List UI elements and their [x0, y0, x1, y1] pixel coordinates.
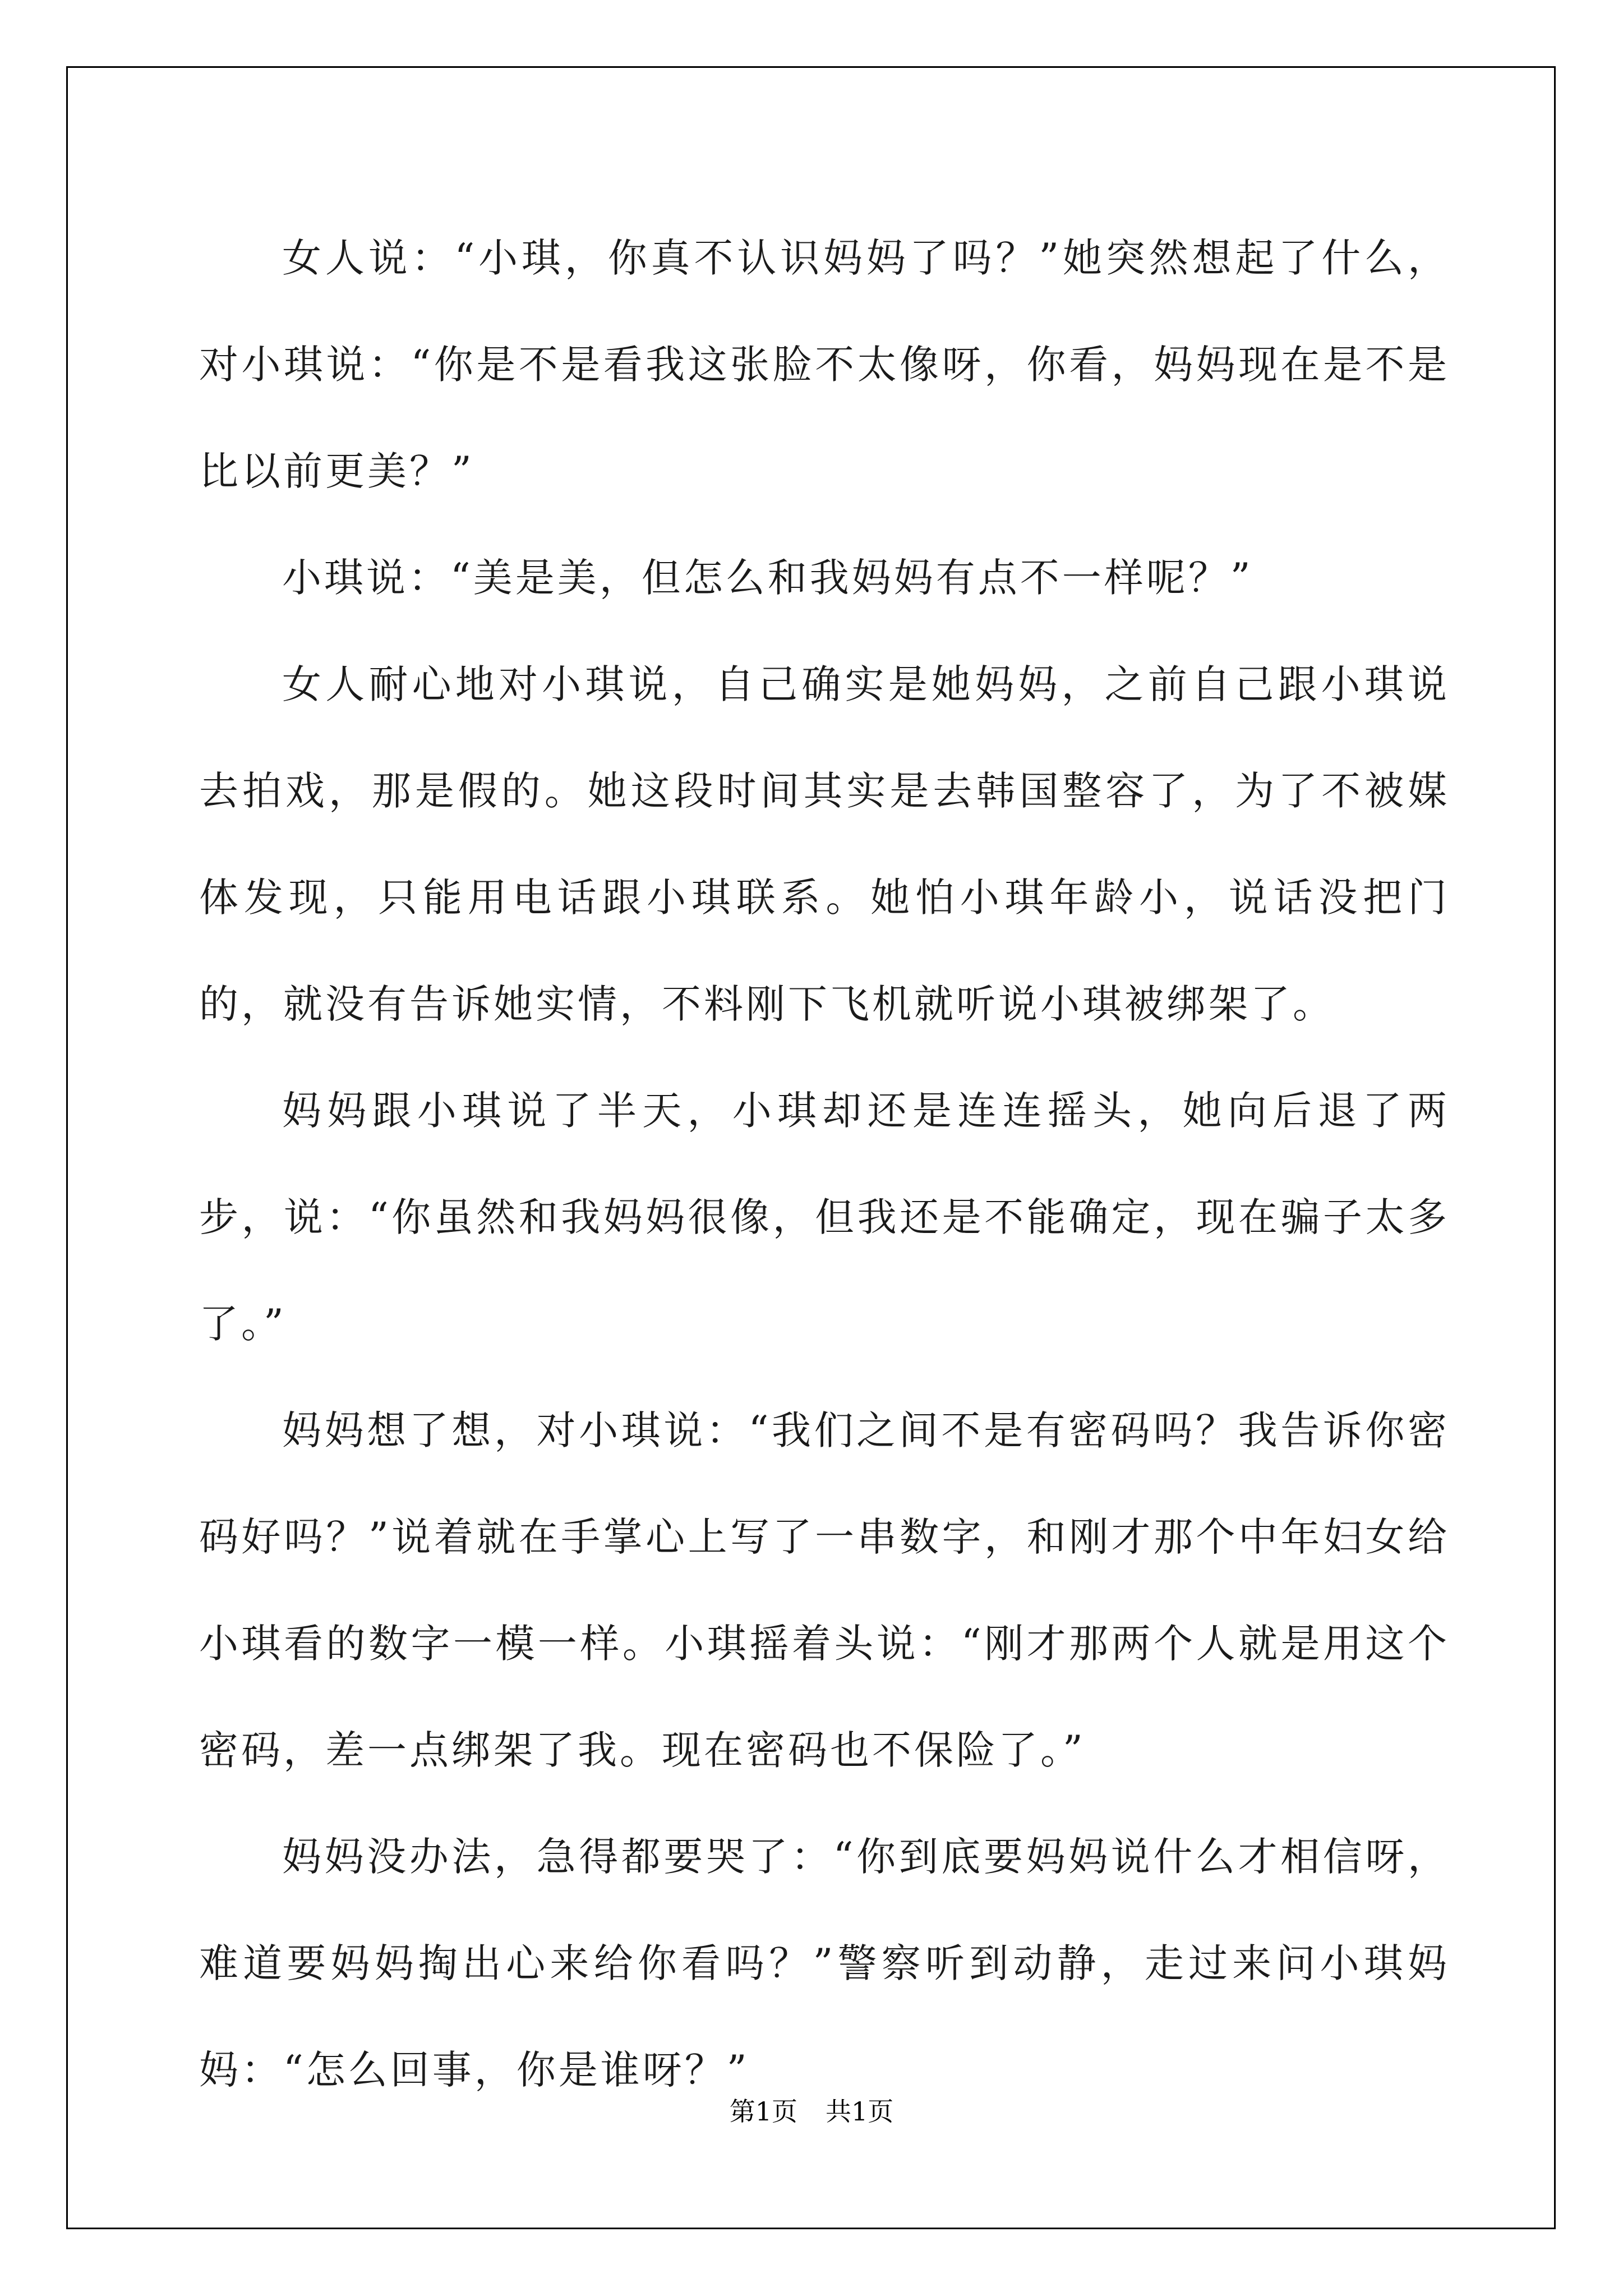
paragraph: 妈妈想了想，对小琪说：“我们之间不是有密码吗？我告诉你密码好吗？”说着就在手掌心上写了一串数字，和刚才那个中年妇女给小琪看的数字一模一样。小琪摇着头说：“刚才那两个人就是用这个密码，差一点绑架了我。现在密码也不保险了。”: [199, 1407, 1450, 1773]
page-footer: [0, 2091, 1623, 2128]
paragraph: 女人说：“小琪，你真不认识妈妈了吗？”她突然想起了什么，对小琪说：“你是不是看我这张脸不太像呀，你看，妈妈现在是不是比以前更美？”: [199, 235, 1450, 494]
page-total: 共1页: [826, 2096, 894, 2127]
paragraph: 女人耐心地对小琪说，自己确实是她妈妈，之前自己跟小琪说去拍戏，那是假的。她这段时间其实是去韩国整容了，为了不被媒体发现，只能用电话跟小琪联系。她怕小琪年龄小，说话没把门的，就没有告诉她实情，不料刚下飞机就听说小琪被绑架了。: [199, 661, 1450, 1027]
page-number: 第1页: [729, 2096, 797, 2127]
document-body: [199, 205, 1450, 2123]
paragraph: 妈妈没办法，急得都要哭了：“你到底要妈妈说什么才相信呀，难道要妈妈掏出心来给你看吗？”警察听到动静，走过来问小琪妈妈：“怎么回事，你是谁呀？”: [199, 1834, 1450, 2093]
paragraph: 妈妈跟小琪说了半天，小琪却还是连连摇头，她向后退了两步，说：“你虽然和我妈妈很像，但我还是不能确定，现在骗子太多了。”: [199, 1088, 1450, 1347]
paragraph: 小琪说：“美是美，但怎么和我妈妈有点不一样呢？”: [282, 555, 1253, 601]
